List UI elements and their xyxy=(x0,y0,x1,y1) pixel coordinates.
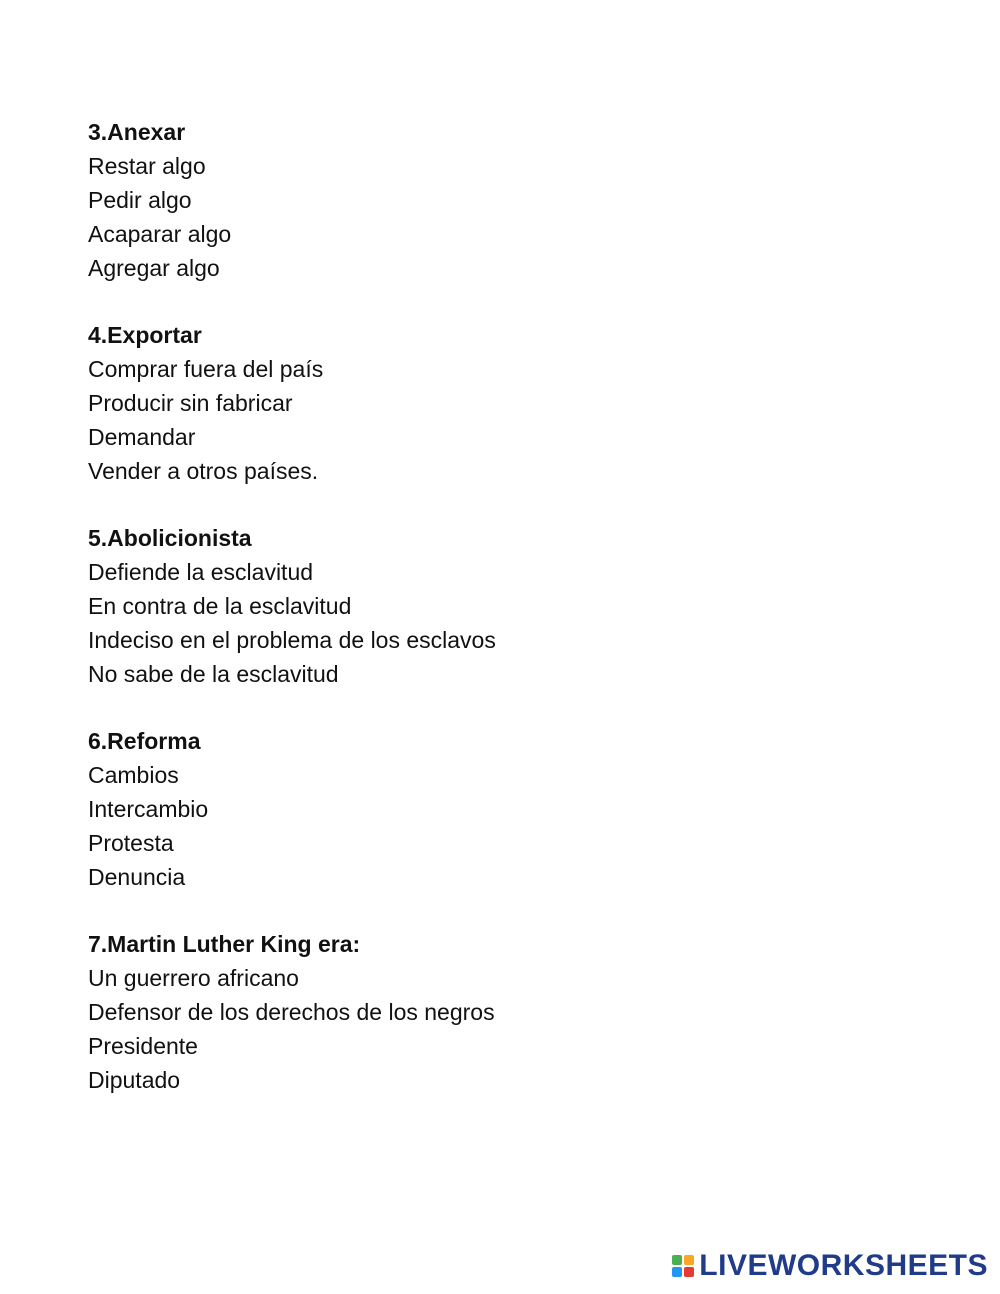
question-4 xyxy=(88,318,908,488)
answer-option[interactable]: Comprar fuera del país xyxy=(88,356,324,382)
answer-option[interactable]: Defensor de los derechos de los negros xyxy=(88,999,495,1025)
logo-mark-icon xyxy=(672,1255,694,1277)
answer-option[interactable]: Acaparar algo xyxy=(88,221,232,247)
answer-option[interactable]: Defiende la esclavitud xyxy=(88,559,314,585)
answer-option[interactable]: Agregar algo xyxy=(88,255,220,281)
question-5 xyxy=(88,521,908,691)
answer-option[interactable]: No sabe de la esclavitud xyxy=(88,661,339,687)
answer-option[interactable]: Diputado xyxy=(88,1067,181,1093)
answer-option[interactable]: Cambios xyxy=(88,762,179,788)
question-title: 4.Exportar xyxy=(88,322,202,348)
answer-option[interactable]: En contra de la esclavitud xyxy=(88,593,352,619)
question-title: 6.Reforma xyxy=(88,728,201,754)
answer-option[interactable]: Producir sin fabricar xyxy=(88,390,293,416)
answer-option[interactable]: Presidente xyxy=(88,1033,198,1059)
answer-option[interactable]: Restar algo xyxy=(88,153,206,179)
question-title: 3.Anexar xyxy=(88,119,186,145)
logo-text: LIVEWORKSHEETS xyxy=(699,1249,988,1282)
answer-option[interactable]: Demandar xyxy=(88,424,196,450)
answer-option[interactable]: Vender a otros países. xyxy=(88,458,319,484)
question-title: 7.Martin Luther King era: xyxy=(88,931,361,957)
answer-option[interactable]: Pedir algo xyxy=(88,187,192,213)
question-title: 5.Abolicionista xyxy=(88,525,252,551)
answer-option[interactable]: Protesta xyxy=(88,830,174,856)
question-6 xyxy=(88,724,908,894)
answer-option[interactable]: Denuncia xyxy=(88,864,186,890)
question-3 xyxy=(88,115,908,285)
worksheet xyxy=(88,115,908,1130)
question-7 xyxy=(88,927,908,1097)
answer-option[interactable]: Intercambio xyxy=(88,796,209,822)
answer-option[interactable]: Indeciso en el problema de los esclavos xyxy=(88,627,496,653)
answer-option[interactable]: Un guerrero africano xyxy=(88,965,299,991)
liveworksheets-logo xyxy=(672,1248,988,1284)
